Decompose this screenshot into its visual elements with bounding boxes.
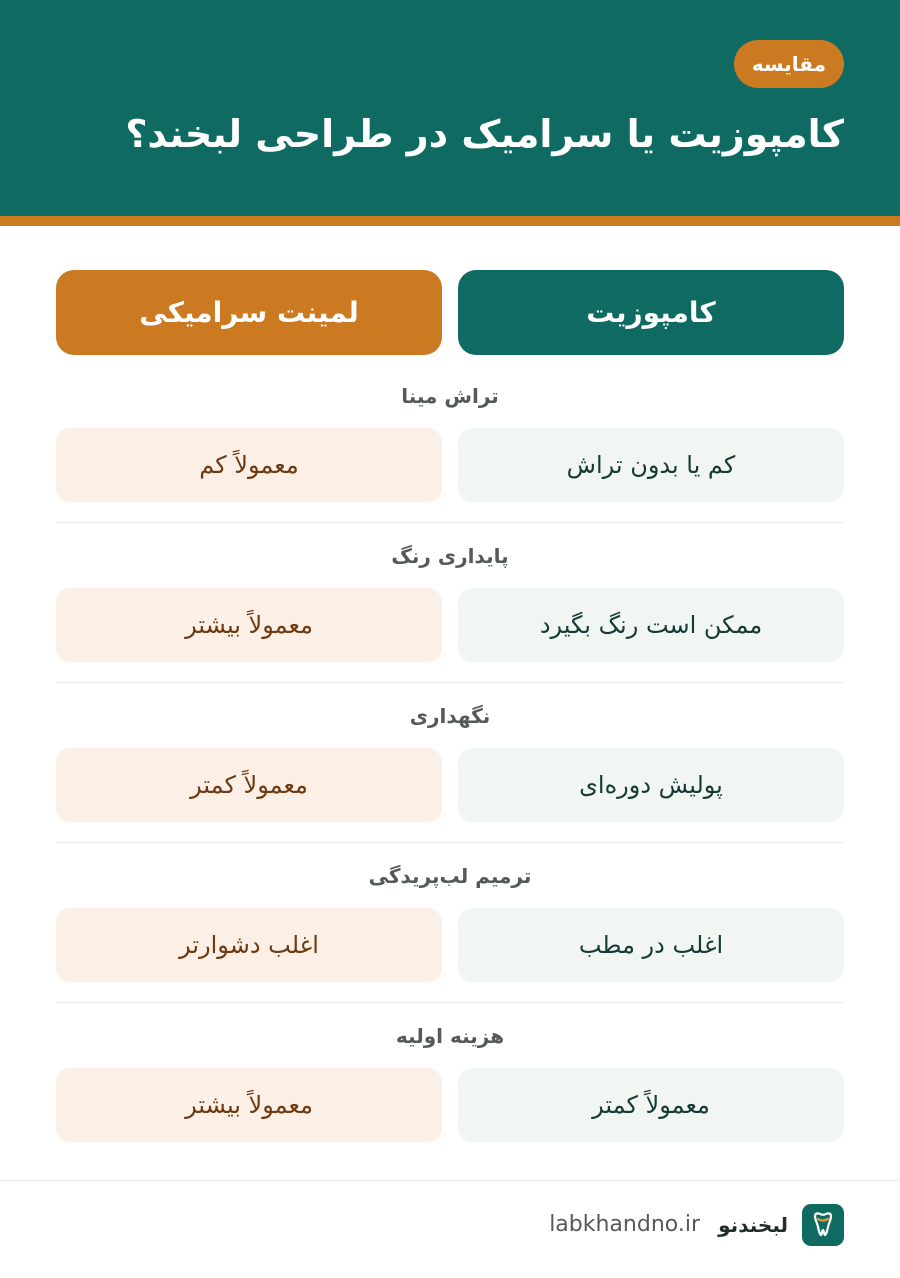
comparison-row (0, 684, 900, 844)
ceramic-cell: اغلب دشوارتر (56, 908, 442, 982)
row-label: تراش مینا (401, 384, 499, 408)
row-divider (56, 522, 844, 523)
column-header-composite: کامپوزیت (458, 270, 844, 355)
composite-cell: ممکن است رنگ بگیرد (458, 588, 844, 662)
comparison-row (0, 844, 900, 1004)
row-divider (56, 682, 844, 683)
header-accent-stripe (0, 216, 900, 226)
ceramic-cell: معمولاً کم (56, 428, 442, 502)
row-label: نگهداری (409, 704, 491, 728)
brand-name: لبخندنو (718, 1213, 788, 1237)
comparison-row (0, 524, 900, 684)
comparison-row (0, 364, 900, 524)
row-label: هزینه اولیه (395, 1024, 505, 1048)
composite-cell: معمولاً کمتر (458, 1068, 844, 1142)
ceramic-cell: معمولاً بیشتر (56, 1068, 442, 1142)
composite-cell: کم یا بدون تراش (458, 428, 844, 502)
column-header-ceramic: لمینت سرامیکی (56, 270, 442, 355)
category-badge: مقایسه (734, 40, 844, 88)
row-label: ترمیم لب‌پریدگی (368, 864, 532, 888)
website-link[interactable]: labkhandno.ir (549, 1212, 700, 1237)
row-divider (56, 1002, 844, 1003)
row-label: پایداری رنگ (391, 544, 509, 568)
tooth-icon (802, 1204, 844, 1246)
ceramic-cell: معمولاً بیشتر (56, 588, 442, 662)
ceramic-cell: معمولاً کمتر (56, 748, 442, 822)
comparison-row (0, 1004, 900, 1164)
composite-cell: پولیش دوره‌ای (458, 748, 844, 822)
footer-divider (0, 1180, 900, 1181)
row-divider (56, 842, 844, 843)
page-title: کامپوزیت یا سرامیک در طراحی لبخند؟ (125, 112, 844, 156)
composite-cell: اغلب در مطب (458, 908, 844, 982)
